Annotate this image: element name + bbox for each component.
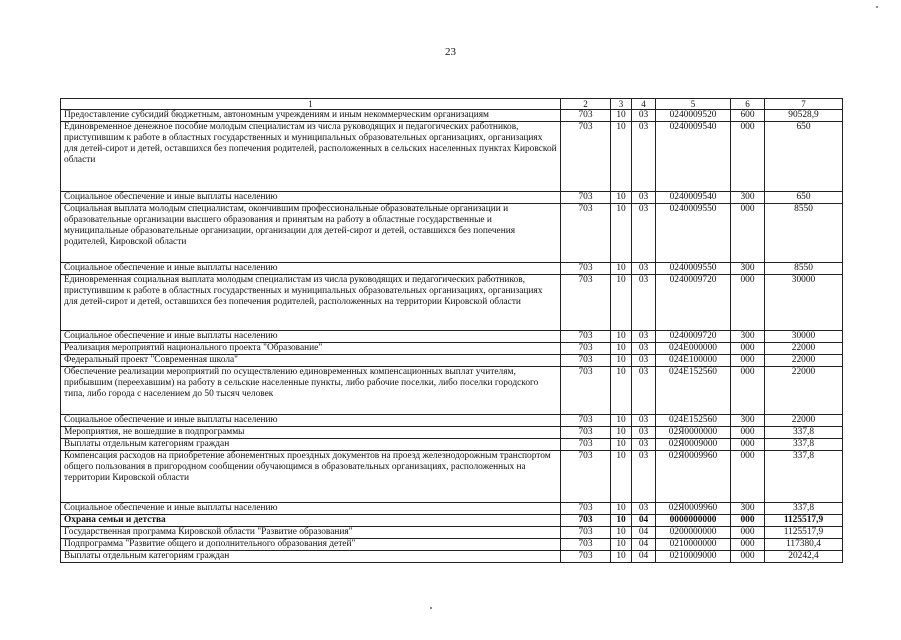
table-row (61, 439, 843, 451)
row-col-4: 04 (632, 515, 656, 527)
row-col-3: 10 (611, 527, 632, 539)
row-col-2: 703 (561, 451, 611, 503)
row-name: Социальное обеспечение и иные выплаты населению (61, 263, 561, 275)
row-col-5: 02Я0009960 (656, 451, 731, 503)
row-col-6: 000 (731, 551, 765, 563)
row-col-7: 1125517,9 (765, 515, 843, 527)
row-col-7: 22000 (765, 355, 843, 367)
row-col-5: 0210000000 (656, 539, 731, 551)
table-row (61, 343, 843, 355)
row-col-6: 000 (731, 451, 765, 503)
row-col-3: 10 (611, 515, 632, 527)
row-col-3: 10 (611, 331, 632, 343)
row-col-2: 703 (561, 263, 611, 275)
row-col-4: 03 (632, 355, 656, 367)
row-col-4: 03 (632, 110, 656, 122)
row-col-3: 10 (611, 503, 632, 515)
row-col-3: 10 (611, 263, 632, 275)
table-row (61, 503, 843, 515)
row-col-4: 03 (632, 263, 656, 275)
row-col-7: 20242,4 (765, 551, 843, 563)
row-col-5: 024E152560 (656, 367, 731, 415)
row-col-2: 703 (561, 427, 611, 439)
row-col-6: 300 (731, 415, 765, 427)
row-name: Выплаты отдельным категориям граждан (61, 551, 561, 563)
row-col-5: 0240009550 (656, 204, 731, 263)
row-col-6: 000 (731, 439, 765, 451)
row-col-5: 02Я0000000 (656, 427, 731, 439)
row-col-5: 02Я0009000 (656, 439, 731, 451)
row-col-4: 03 (632, 204, 656, 263)
row-col-7: 650 (765, 192, 843, 204)
row-col-5: 0240009520 (656, 110, 731, 122)
row-col-2: 703 (561, 343, 611, 355)
row-col-4: 04 (632, 551, 656, 563)
row-col-2: 703 (561, 367, 611, 415)
row-name: Социальное обеспечение и иные выплаты населению (61, 331, 561, 343)
row-col-4: 03 (632, 427, 656, 439)
row-col-7: 22000 (765, 343, 843, 355)
row-col-4: 03 (632, 451, 656, 503)
row-col-5: 024E152560 (656, 415, 731, 427)
row-col-7: 337,8 (765, 439, 843, 451)
row-name: Федеральный проект "Современная школа" (61, 355, 561, 367)
row-col-6: 000 (731, 527, 765, 539)
row-col-4: 04 (632, 527, 656, 539)
table-row (61, 515, 843, 527)
column-header: 2 (561, 99, 611, 110)
row-col-6: 000 (731, 343, 765, 355)
row-col-3: 10 (611, 275, 632, 331)
row-col-6: 000 (731, 515, 765, 527)
budget-table (60, 98, 843, 563)
row-col-6: 000 (731, 539, 765, 551)
row-col-4: 03 (632, 192, 656, 204)
table-row (61, 527, 843, 539)
row-col-4: 03 (632, 331, 656, 343)
row-name: Охрана семьи и детства (61, 515, 561, 527)
column-header: 3 (611, 99, 632, 110)
table-row (61, 331, 843, 343)
row-col-7: 650 (765, 122, 843, 192)
row-col-2: 703 (561, 439, 611, 451)
row-col-6: 000 (731, 204, 765, 263)
row-col-4: 03 (632, 122, 656, 192)
row-name: Обеспечение реализации мероприятий по осуществлению единовременных компенсационных выплат учителям, прибывшим (переехавшим) на работу в сельские населенные пункты, либо рабочие поселки, либо поселки городского типа, либо города с населением до 50 тысяч человек (61, 367, 561, 415)
row-col-3: 10 (611, 343, 632, 355)
row-col-3: 10 (611, 110, 632, 122)
row-col-3: 10 (611, 204, 632, 263)
row-col-2: 703 (561, 204, 611, 263)
row-name: Социальная выплата молодым специалистам, окончившим профессиональные образовательные организации и образовательные организации высшего образования и принятым на работу в областные государственные и муниципальные образовательные организации, организации для детей-сирот и детей, оставшихся без попечения родителей, Кировской области (61, 204, 561, 263)
column-header: 7 (765, 99, 843, 110)
row-col-3: 10 (611, 415, 632, 427)
column-header: 1 (61, 99, 561, 110)
table-row (61, 275, 843, 331)
row-col-3: 10 (611, 427, 632, 439)
row-col-3: 10 (611, 539, 632, 551)
row-name: Единовременная социальная выплата молодым специалистам из числа руководящих и педагогических работников, приступившим к работе в областных государственных и муниципальных образовательных организациях, организациях для детей-сирот и детей, оставшихся без попечения родителей, расположенных на территории Кировской области (61, 275, 561, 331)
page-number: 23 (445, 46, 456, 58)
row-col-2: 703 (561, 192, 611, 204)
row-col-7: 30000 (765, 331, 843, 343)
table-row (61, 551, 843, 563)
table-header-row (61, 99, 843, 110)
row-col-2: 703 (561, 331, 611, 343)
row-col-2: 703 (561, 503, 611, 515)
table-row (61, 427, 843, 439)
column-header: 5 (656, 99, 731, 110)
row-col-7: 337,8 (765, 427, 843, 439)
row-col-5: 0210009000 (656, 551, 731, 563)
row-col-7: 337,8 (765, 503, 843, 515)
table-row (61, 355, 843, 367)
row-col-5: 0240009550 (656, 263, 731, 275)
row-col-6: 000 (731, 427, 765, 439)
row-col-2: 703 (561, 527, 611, 539)
row-col-6: 000 (731, 122, 765, 192)
row-col-7: 8550 (765, 204, 843, 263)
row-col-2: 703 (561, 415, 611, 427)
row-col-7: 117380,4 (765, 539, 843, 551)
row-col-2: 703 (561, 539, 611, 551)
row-col-2: 703 (561, 110, 611, 122)
row-col-4: 03 (632, 415, 656, 427)
row-col-5: 0240009720 (656, 275, 731, 331)
row-col-7: 22000 (765, 367, 843, 415)
column-header: 4 (632, 99, 656, 110)
row-col-7: 90528,9 (765, 110, 843, 122)
row-col-5: 0000000000 (656, 515, 731, 527)
row-col-6: 000 (731, 367, 765, 415)
table-row (61, 192, 843, 204)
scan-speck (430, 607, 432, 609)
row-name: Выплаты отдельным категориям граждан (61, 439, 561, 451)
row-col-7: 8550 (765, 263, 843, 275)
row-col-6: 000 (731, 275, 765, 331)
row-col-5: 0240009720 (656, 331, 731, 343)
row-col-6: 600 (731, 110, 765, 122)
row-col-2: 703 (561, 122, 611, 192)
row-name: Мероприятия, не вошедшие в подпрограммы (61, 427, 561, 439)
row-name: Подпрограмма "Развитие общего и дополнительного образования детей" (61, 539, 561, 551)
row-col-3: 10 (611, 192, 632, 204)
row-col-6: 300 (731, 192, 765, 204)
row-col-3: 10 (611, 355, 632, 367)
row-col-4: 04 (632, 539, 656, 551)
row-col-2: 703 (561, 355, 611, 367)
row-name: Социальное обеспечение и иные выплаты населению (61, 415, 561, 427)
table-row (61, 122, 843, 192)
row-col-2: 703 (561, 515, 611, 527)
row-col-3: 10 (611, 451, 632, 503)
table-row (61, 263, 843, 275)
column-header: 6 (731, 99, 765, 110)
row-col-2: 703 (561, 275, 611, 331)
row-col-6: 300 (731, 263, 765, 275)
row-col-5: 02Я0009960 (656, 503, 731, 515)
table-row (61, 204, 843, 263)
row-col-4: 03 (632, 275, 656, 331)
row-name: Компенсация расходов на приобретение абонементных проездных документов на проезд железнодорожным транспортом общего пользования в пригородном сообщении обучающимся в образовательных организациях, расположенных на территории Кировской области (61, 451, 561, 503)
row-col-5: 0240009540 (656, 192, 731, 204)
row-col-6: 300 (731, 331, 765, 343)
row-name: Социальное обеспечение и иные выплаты населению (61, 192, 561, 204)
table-row (61, 539, 843, 551)
row-col-3: 10 (611, 122, 632, 192)
row-col-3: 10 (611, 439, 632, 451)
row-col-7: 337,8 (765, 451, 843, 503)
row-name: Реализация мероприятий национального проекта "Образование" (61, 343, 561, 355)
row-col-5: 0240009540 (656, 122, 731, 192)
table-row (61, 110, 843, 122)
row-col-7: 30000 (765, 275, 843, 331)
row-col-5: 024E000000 (656, 343, 731, 355)
row-col-4: 03 (632, 439, 656, 451)
row-col-2: 703 (561, 551, 611, 563)
scan-speck (876, 6, 878, 8)
row-col-4: 03 (632, 367, 656, 415)
row-col-4: 03 (632, 343, 656, 355)
row-col-6: 000 (731, 355, 765, 367)
row-col-3: 10 (611, 551, 632, 563)
row-col-5: 024E100000 (656, 355, 731, 367)
table-row (61, 415, 843, 427)
row-col-5: 0200000000 (656, 527, 731, 539)
row-name: Единовременное денежное пособие молодым специалистам из числа руководящих и педагогических работников, приступившим к работе в областных государственных и муниципальных образовательных организациях, организациях для детей-сирот и детей, оставшихся без попечения родителей, расположенных в сельских населенных пунктах Кировской области (61, 122, 561, 192)
row-col-7: 1125517,9 (765, 527, 843, 539)
row-col-4: 03 (632, 503, 656, 515)
row-col-3: 10 (611, 367, 632, 415)
table-row (61, 367, 843, 415)
row-col-7: 22000 (765, 415, 843, 427)
table-row (61, 451, 843, 503)
row-name: Государственная программа Кировской области "Развитие образования" (61, 527, 561, 539)
row-name: Предоставление субсидий бюджетным, автономным учреждениям и иным некоммерческим организациям (61, 110, 561, 122)
row-name: Социальное обеспечение и иные выплаты населению (61, 503, 561, 515)
row-col-6: 300 (731, 503, 765, 515)
